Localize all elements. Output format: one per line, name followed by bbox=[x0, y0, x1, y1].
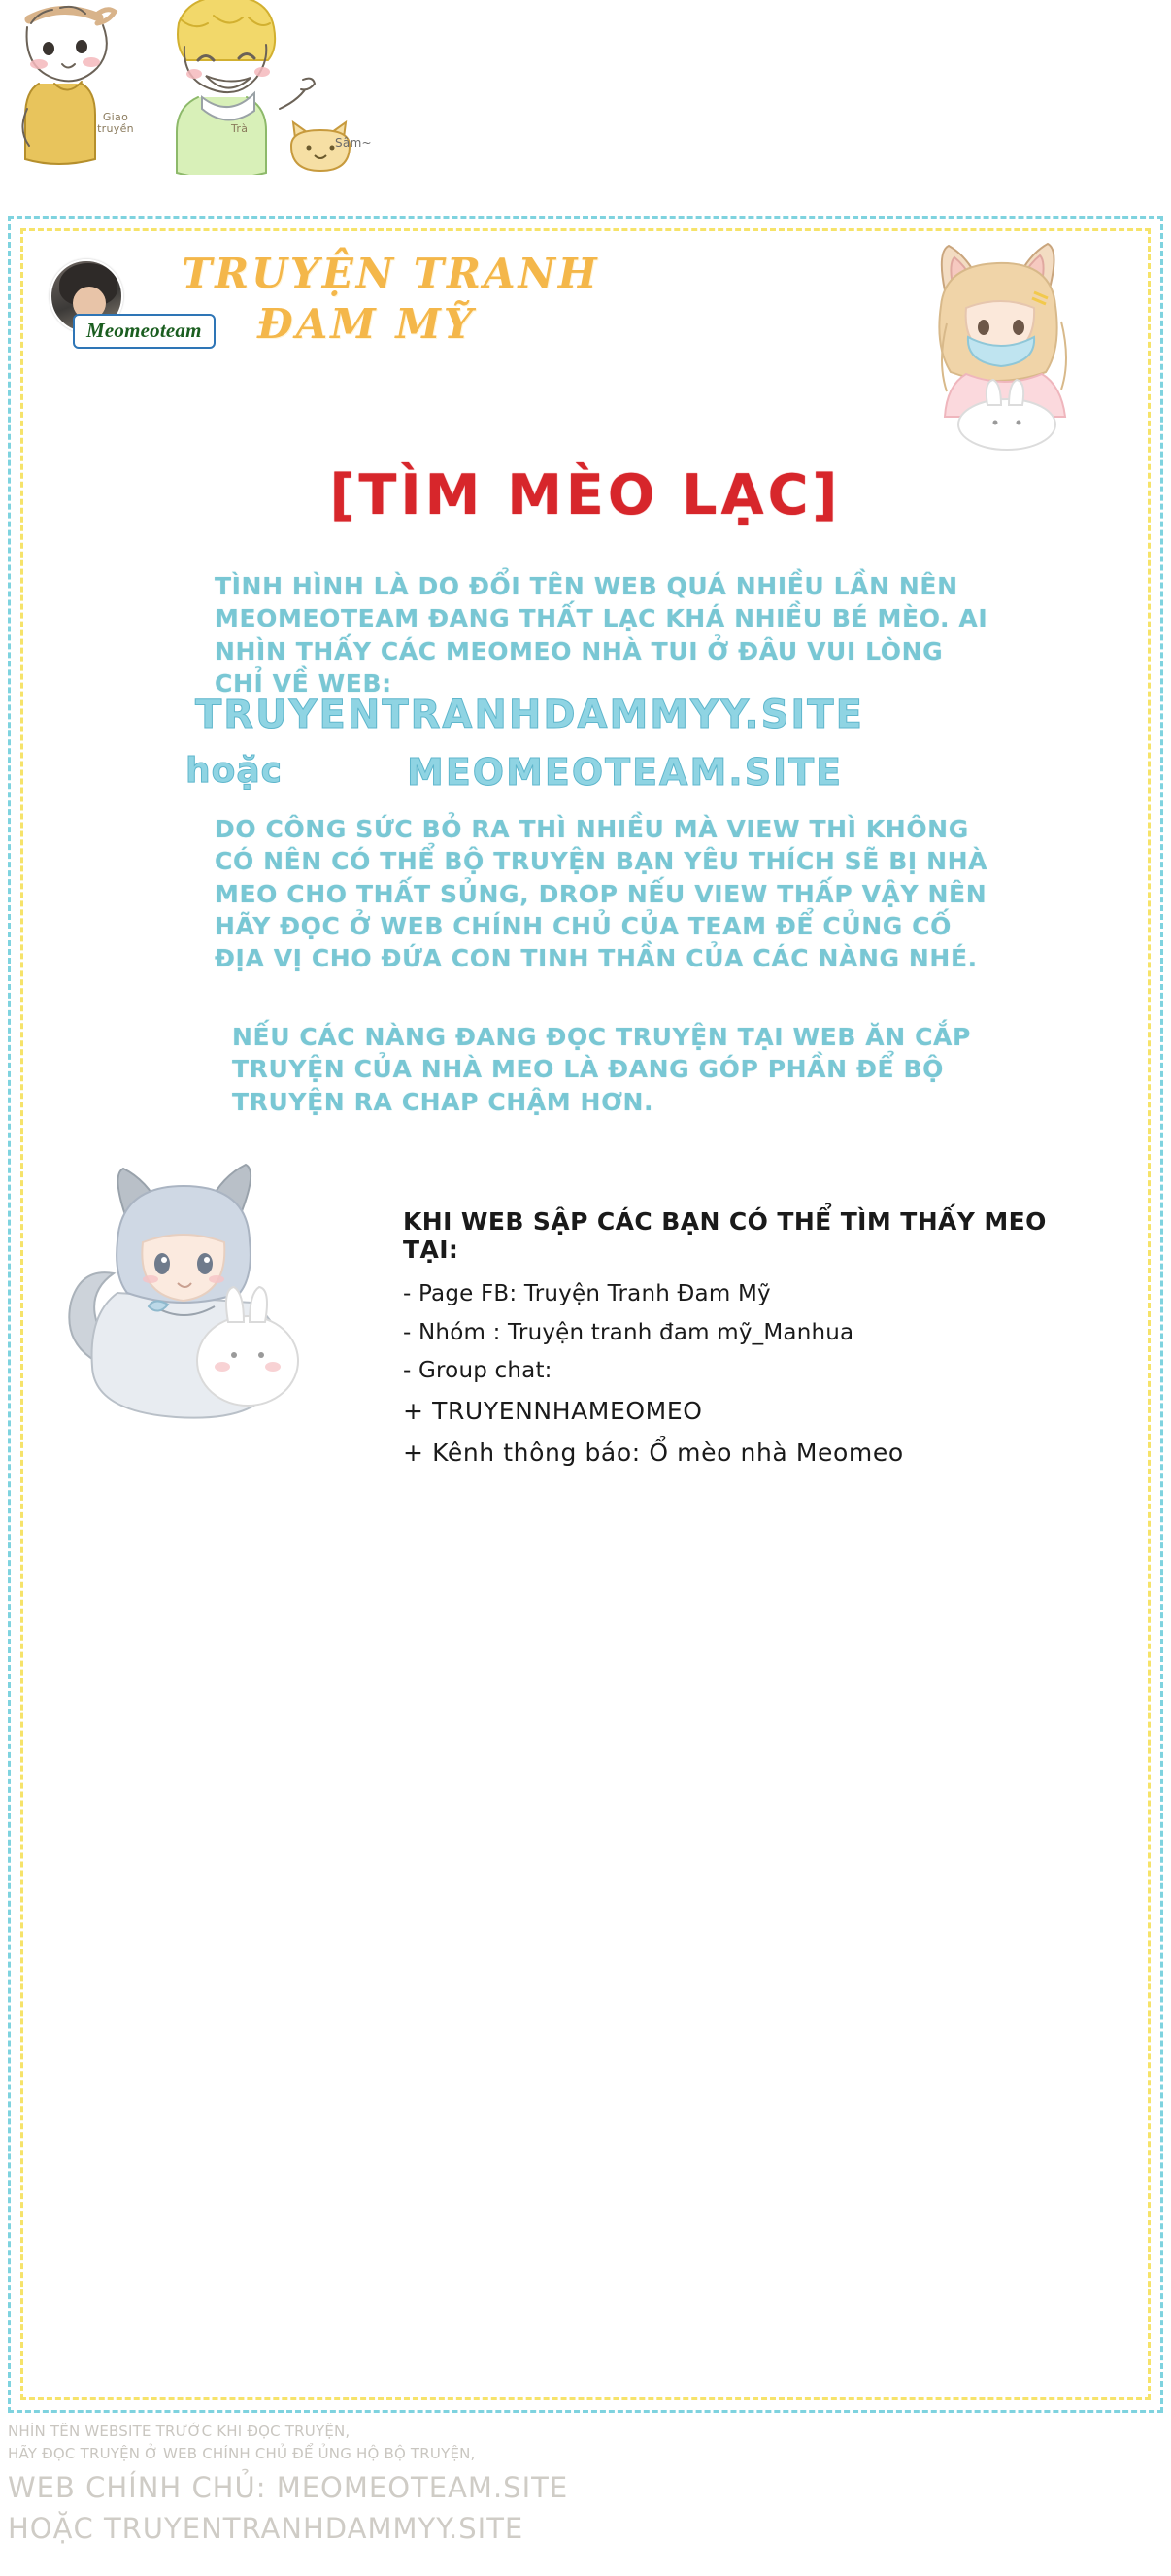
footer-line-1: NHÌN TÊN WEBSITE TRƯỚC KHI ĐỌC TRUYỆN, bbox=[8, 2423, 351, 2440]
contact-item[interactable]: - Page FB: Truyện Tranh Đam Mỹ bbox=[403, 1281, 771, 1306]
doodle-character-giao-truyen bbox=[10, 0, 165, 169]
paragraph-support: DO CÔNG SỨC BỎ RA THÌ NHIỀU MÀ VIEW THÌ KHÔNG CÓ NÊN CÓ THỂ BỘ TRUYỆN BẠN YÊU THÍCH SẼ BỊ NHÀ MEO CHO THẤT SỦNG, DROP NẾU VIEW THẤP VẬY NÊN HÃY ĐỌC Ở WEB CHÍNH CHỦ CỦA TEAM ĐỂ CỦNG CỐ ĐỊA VỊ CHO ĐỨA CON TINH THẦN CỦA CÁC NÀNG NHÉ. bbox=[215, 815, 988, 972]
contact-heading: KHI WEB SẬP CÁC BẠN CÓ THỂ TÌM THẤY MEO TẠI: bbox=[403, 1207, 1047, 1264]
page-title-line1: TRUYỆN TRANH bbox=[182, 250, 600, 297]
or-label: hoặc bbox=[185, 751, 283, 791]
illustration-wolf-boy bbox=[57, 1151, 349, 1433]
footer-alternate-site: HOẶC TRUYENTRANHDAMMYY.SITE bbox=[8, 2512, 524, 2546]
page-title bbox=[182, 250, 600, 348]
page-title-line2: ĐAM MỸ bbox=[257, 300, 476, 348]
website-primary[interactable]: TRUYENTRANHDAMMYY.SITE bbox=[195, 693, 864, 737]
paragraph-warning: NẾU CÁC NÀNG ĐANG ĐỌC TRUYỆN TẠI WEB ĂN CẮP TRUYỆN CỦA NHÀ MEO LÀ ĐANG GÓP PHẦN ĐỂ BỘ TRUYỆN RA CHAP CHẬM HƠN. bbox=[232, 1023, 971, 1116]
doodle-label-sam: Sâm~ bbox=[335, 136, 372, 150]
brand-header bbox=[50, 250, 768, 360]
top-doodle-strip bbox=[0, 0, 1171, 212]
doodle-label-giao-truyen: Giao truyền bbox=[97, 111, 134, 136]
website-alternate[interactable]: MEOMEOTEAM.SITE bbox=[407, 751, 844, 794]
contact-item[interactable]: + TRUYENNHAMEOMEO bbox=[403, 1396, 703, 1425]
announcement-panel bbox=[8, 216, 1163, 2413]
footer bbox=[8, 2421, 1163, 2547]
footer-line-2: HÃY ĐỌC TRUYỆN Ở WEB CHÍNH CHỦ ĐỂ ỦNG HỘ BỘ TRUYỆN, bbox=[8, 2444, 476, 2462]
contact-block bbox=[403, 1207, 1083, 1475]
contact-item: - Group chat: bbox=[403, 1358, 552, 1384]
footer-official-site: WEB CHÍNH CHỦ: MEOMEOTEAM.SITE bbox=[8, 2471, 569, 2504]
contact-item[interactable]: - Nhóm : Truyện tranh đam mỹ_Manhua bbox=[403, 1319, 854, 1345]
team-logo-badge: Meomeoteam bbox=[73, 314, 216, 349]
illustration-cat-girl bbox=[894, 234, 1118, 458]
paragraph-intro: TÌNH HÌNH LÀ DO ĐỔI TÊN WEB QUÁ NHIỀU LẦN NÊN MEOMEOTEAM ĐANG THẤT LẠC KHÁ NHIỀU BÉ MÈO. AI NHÌN THẤY CÁC MEOMEO NHÀ TUI Ở ĐÂU VUI LÒNG CHỈ VỀ WEB: bbox=[215, 572, 988, 697]
doodle-label-tra: Trà bbox=[231, 122, 249, 135]
headline: [TÌM MÈO LẠC] bbox=[329, 463, 842, 527]
contact-item[interactable]: + Kênh thông báo: Ổ mèo nhà Meomeo bbox=[403, 1438, 904, 1467]
